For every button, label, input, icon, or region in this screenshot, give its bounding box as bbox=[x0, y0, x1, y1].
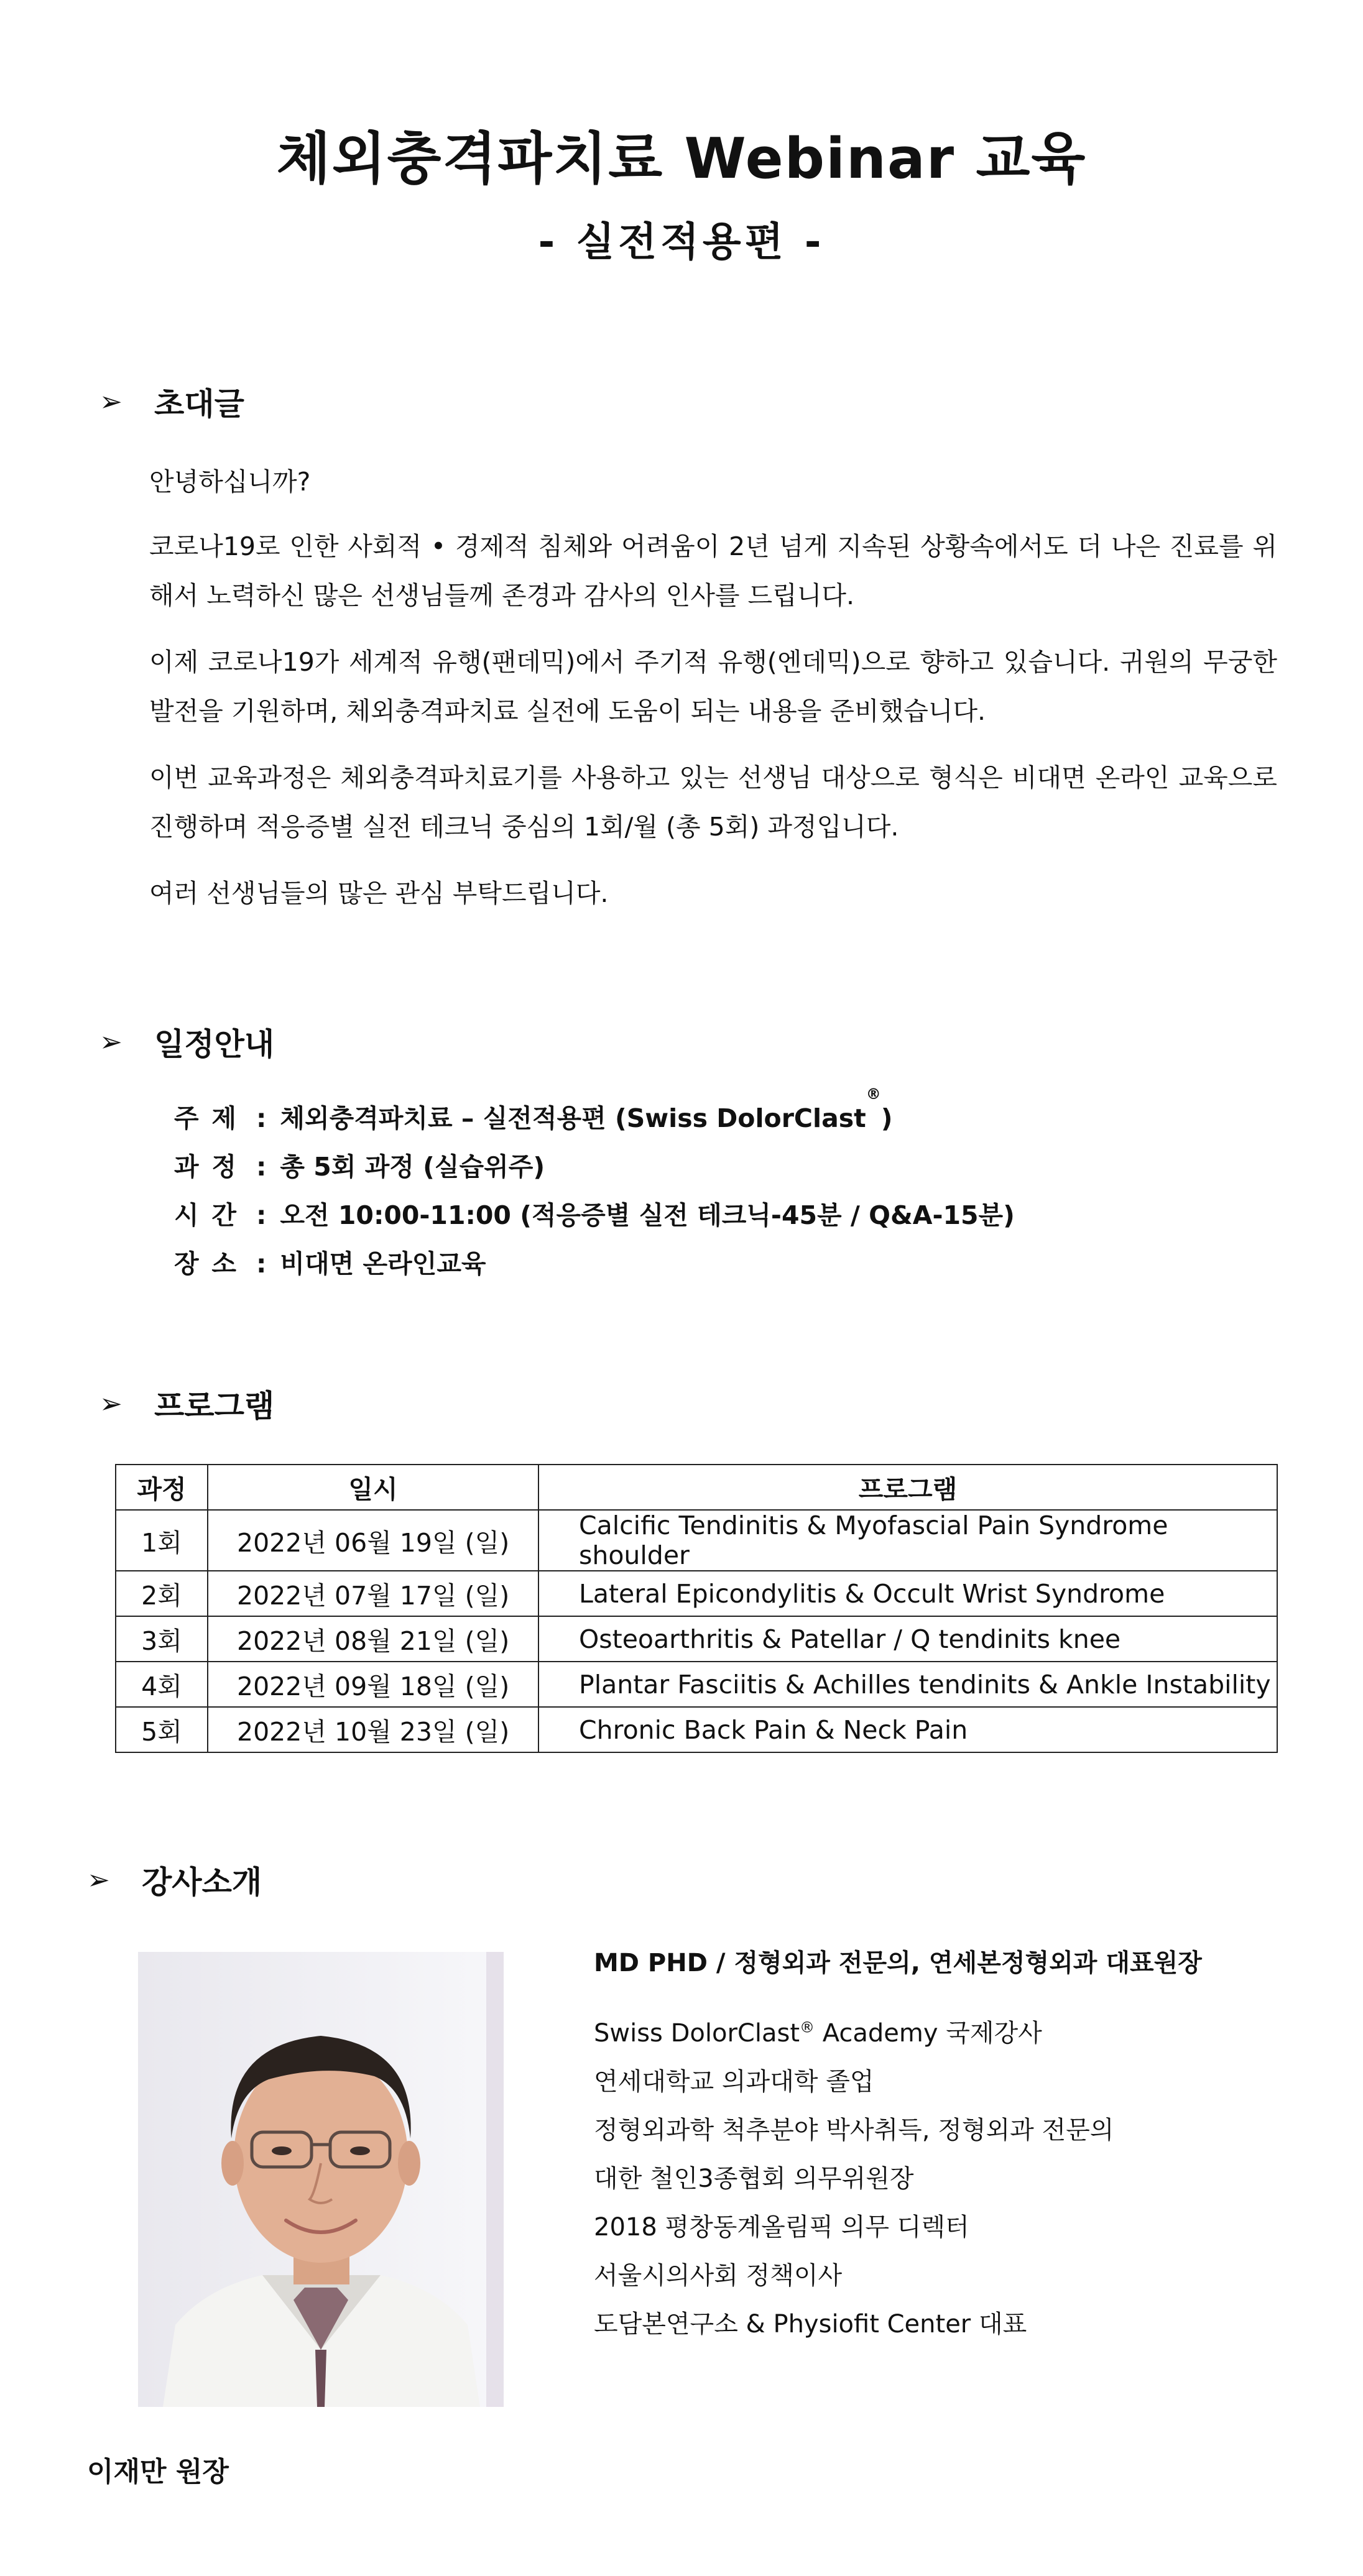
invitation-paragraph: 코로나19로 인한 사회적 • 경제적 침체와 어려움이 2년 넘게 지속된 상황속에서도 더 나은 진료를 위해서 노력하신 많은 선생님들께 존경과 감사의 인사를 드립니다. bbox=[149, 531, 1277, 610]
date-cell: 2022년 08월 21일 (일) bbox=[208, 1616, 538, 1662]
arrow-bullet-icon: ➢ bbox=[87, 1864, 110, 1896]
invitation-paragraph: 이제 코로나19가 세계적 유행(팬데믹)에서 주기적 유행(엔데믹)으로 향하고 있습니다. 귀원의 무궁한 발전을 기원하며, 체외충격파치료 실전에 도움이 되는 내용을 준비했습니다. bbox=[149, 647, 1277, 726]
bio-line: 정형외과학 척추분야 박사취득, 정형외과 전문의 bbox=[594, 2116, 1114, 2145]
session-cell: 2회 bbox=[116, 1571, 208, 1616]
section-heading-text: 프로그램 bbox=[154, 1388, 275, 1424]
section-program-heading bbox=[99, 1381, 274, 1426]
invitation-paragraph: 이번 교육과정은 체외충격파치료기를 사용하고 있는 선생님 대상으로 형식은 비대면 온라인 교육으로 진행하며 적응증별 실전 테크닉 중심의 1회/월 (총 5회) 과정입니다. bbox=[149, 763, 1277, 842]
topic-cell: Osteoarthritis & Patellar / Q tendinits knee bbox=[538, 1616, 1277, 1662]
greeting-text: 안녕하십니까? bbox=[149, 467, 311, 497]
lecturer-headline: MD PHD / 정형외과 전문의, 연세본정형외과 대표원장 bbox=[594, 1949, 1202, 1977]
session-cell: 4회 bbox=[116, 1662, 208, 1707]
page-subtitle: - 실전적용편 - bbox=[538, 219, 825, 265]
program-table bbox=[115, 1464, 1278, 1753]
bio-line: 대한 철인3종협회 의무위원장 bbox=[594, 2164, 914, 2193]
topic-cell: Plantar Fasciitis & Achilles tendinits & Ankle Instability bbox=[538, 1662, 1277, 1707]
arrow-bullet-icon: ➢ bbox=[99, 385, 122, 418]
lecturer-photo bbox=[138, 1952, 504, 2407]
section-lecturer-heading bbox=[87, 1857, 262, 1902]
arrow-bullet-icon: ➢ bbox=[99, 1026, 122, 1058]
date-cell: 2022년 06월 19일 (일) bbox=[208, 1510, 538, 1571]
topic-cell: Lateral Epicondylitis & Occult Wrist Syndrome bbox=[538, 1571, 1277, 1616]
topic-cell: Chronic Back Pain & Neck Pain bbox=[538, 1707, 1277, 1752]
lecturer-bio bbox=[594, 2009, 1114, 2348]
date-cell: 2022년 07월 17일 (일) bbox=[208, 1571, 538, 1616]
section-heading-text: 일정안내 bbox=[154, 1026, 275, 1062]
column-header: 일시 bbox=[208, 1465, 538, 1510]
session-cell: 5회 bbox=[116, 1707, 208, 1752]
table-row bbox=[116, 1707, 1277, 1752]
schedule-item-course: 과 정 : 총 5회 과정 (실습위주) bbox=[174, 1152, 545, 1182]
bio-line: Swiss DolorClast® Academy 국제강사 bbox=[594, 2018, 1042, 2048]
table-row bbox=[116, 1510, 1277, 1571]
section-invitation-heading bbox=[99, 379, 244, 424]
session-cell: 3회 bbox=[116, 1616, 208, 1662]
section-heading-text: 강사소개 bbox=[142, 1864, 262, 1900]
lecturer-name: 이재만 원장 bbox=[87, 2456, 229, 2488]
table-row bbox=[116, 1616, 1277, 1662]
table-row bbox=[116, 1571, 1277, 1616]
arrow-bullet-icon: ➢ bbox=[99, 1387, 122, 1420]
topic-cell: Calcific Tendinitis & Myofascial Pain Syndrome shoulder bbox=[538, 1510, 1277, 1571]
table-header-row bbox=[116, 1465, 1277, 1510]
schedule-item-time: 시 간 : 오전 10:00-11:00 (적응증별 실전 테크닉-45분 / Q&A-15분) bbox=[174, 1200, 1015, 1230]
table-row bbox=[116, 1662, 1277, 1707]
schedule-item-place: 장 소 : 비대면 온라인교육 bbox=[174, 1249, 486, 1279]
session-cell: 1회 bbox=[116, 1510, 208, 1571]
column-header: 프로그램 bbox=[538, 1465, 1277, 1510]
section-heading-text: 초대글 bbox=[154, 386, 244, 422]
bio-line: 도담본연구소 & Physiofit Center 대표 bbox=[594, 2310, 1027, 2339]
date-cell: 2022년 10월 23일 (일) bbox=[208, 1707, 538, 1752]
section-schedule-heading bbox=[99, 1019, 274, 1064]
schedule-list bbox=[174, 1085, 1015, 1288]
closing-text: 여러 선생님들의 많은 관심 부탁드립니다. bbox=[149, 878, 609, 908]
schedule-item-topic: 주 제 : 체외충격파치료 – 실전적용편 (Swiss DolorClast ® ) bbox=[174, 1085, 893, 1133]
column-header: 과정 bbox=[116, 1465, 208, 1510]
bio-line: 서울시의사회 정책이사 bbox=[594, 2261, 843, 2290]
bio-line: 2018 평창동계올림픽 의무 디렉터 bbox=[594, 2213, 969, 2242]
page-title: 체외충격파치료 Webinar 교육 bbox=[276, 126, 1087, 191]
date-cell: 2022년 09월 18일 (일) bbox=[208, 1662, 538, 1707]
bio-line: 연세대학교 의과대학 졸업 bbox=[594, 2068, 874, 2096]
